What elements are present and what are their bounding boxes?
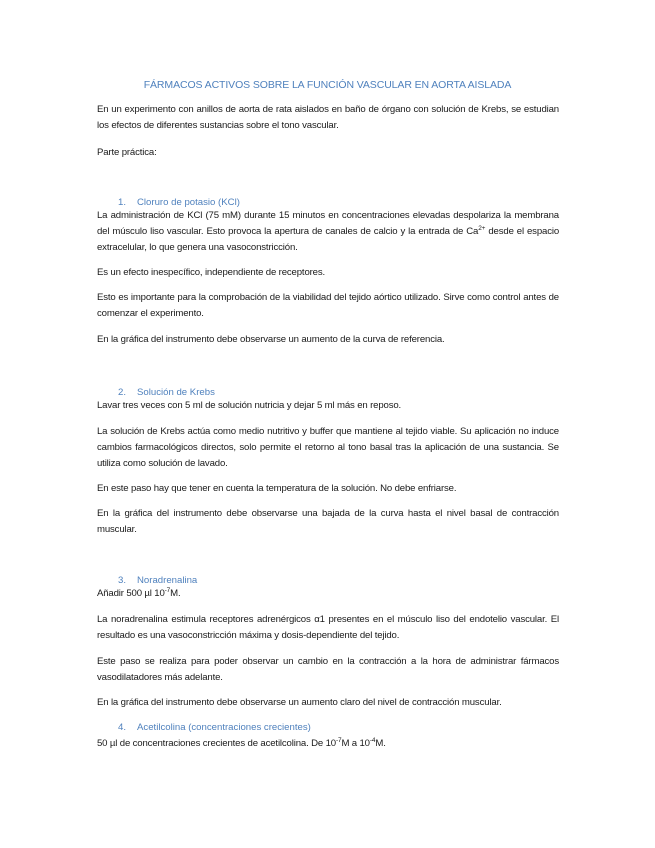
intro-paragraph: En un experimento con anillos de aorta de rata aislados en baño de órgano con solución de Krebs, se estudian los efectos de diferentes sustancias sobre el tono vascular. [97,104,559,131]
section-3-paragraph-4: En la gráfica del instrumento debe observarse un aumento claro del nivel de contracción muscular. [97,697,502,708]
section-1-number: 1. [118,197,127,208]
section-1-paragraph-1: La administración de KCl (75 mM) durante 15 minutos en concentraciones elevadas despolariza la membrana del músculo liso vascular. Esto provoca la apertura de canales de calcio y la entrada de $Ca^{2+}$ desde el espacio extracelular, lo que genera una vasoconstricción. [97,210,560,253]
section-4-heading [118,721,311,735]
section-4-title: Acetilcolina (concentraciones crecientes) [137,722,311,733]
section-3-number: 3. [118,575,127,586]
section-1-paragraph-2: Es un efecto inespecífico, independiente de receptores. [97,267,326,278]
section-1-title: Cloruro de potasio (KCl) [137,197,240,208]
practice-label: Parte práctica: [97,147,157,158]
section-3-title: Noradrenalina [137,575,198,586]
section-3-paragraph-3: Este paso se realiza para poder observar un cambio en la contracción a la hora de administrar fármacos vasodilatadores más adelante. [97,656,559,683]
section-3-paragraph-2: La noradrenalina estimula receptores adrenérgicos α1 presentes en el músculo liso del endotelio vascular. El resultado es una vasoconstricción máxima y dosis-dependiente del tejido. [97,614,559,641]
section-4-paragraph-1: 50 µl de concentraciones crecientes de acetilcolina. De $10^{-7}M$ a $10^{-4}M$. [97,737,386,749]
section-2-number: 2. [118,387,127,398]
section-3-paragraph-1: Añadir 500 µl $10^{-7}M$. [97,587,181,599]
section-2-paragraph-1: Lavar tres veces con 5 ml de solución nutricia y dejar 5 ml más en reposo. [97,400,402,411]
document-title: FÁRMACOS ACTIVOS SOBRE LA FUNCIÓN VASCULAR EN AORTA AISLADA [143,79,512,91]
section-4-number: 4. [118,722,127,733]
section-1-paragraph-3: Esto es importante para la comprobación de la viabilidad del tejido aórtico utilizado. Sirve como control antes de comenzar el experimento. [97,292,559,319]
section-2-title: Solución de Krebs [137,387,215,398]
section-2-paragraph-2: La solución de Krebs actúa como medio nutritivo y buffer que mantiene al tejido viable. Su aplicación no induce cambios farmacológicos directos, solo permite el retorno al tono basal tras la aplicación de una sustancia. Se utiliza como solución de lavado. [97,426,559,469]
section-2-paragraph-4: En la gráfica del instrumento debe observarse una bajada de la curva hasta el nivel basal de contracción muscular. [97,508,559,535]
section-1-paragraph-4: En la gráfica del instrumento debe observarse un aumento de la curva de referencia. [97,334,445,345]
section-2-paragraph-3: En este paso hay que tener en cuenta la temperatura de la solución. No debe enfriarse. [97,483,457,494]
